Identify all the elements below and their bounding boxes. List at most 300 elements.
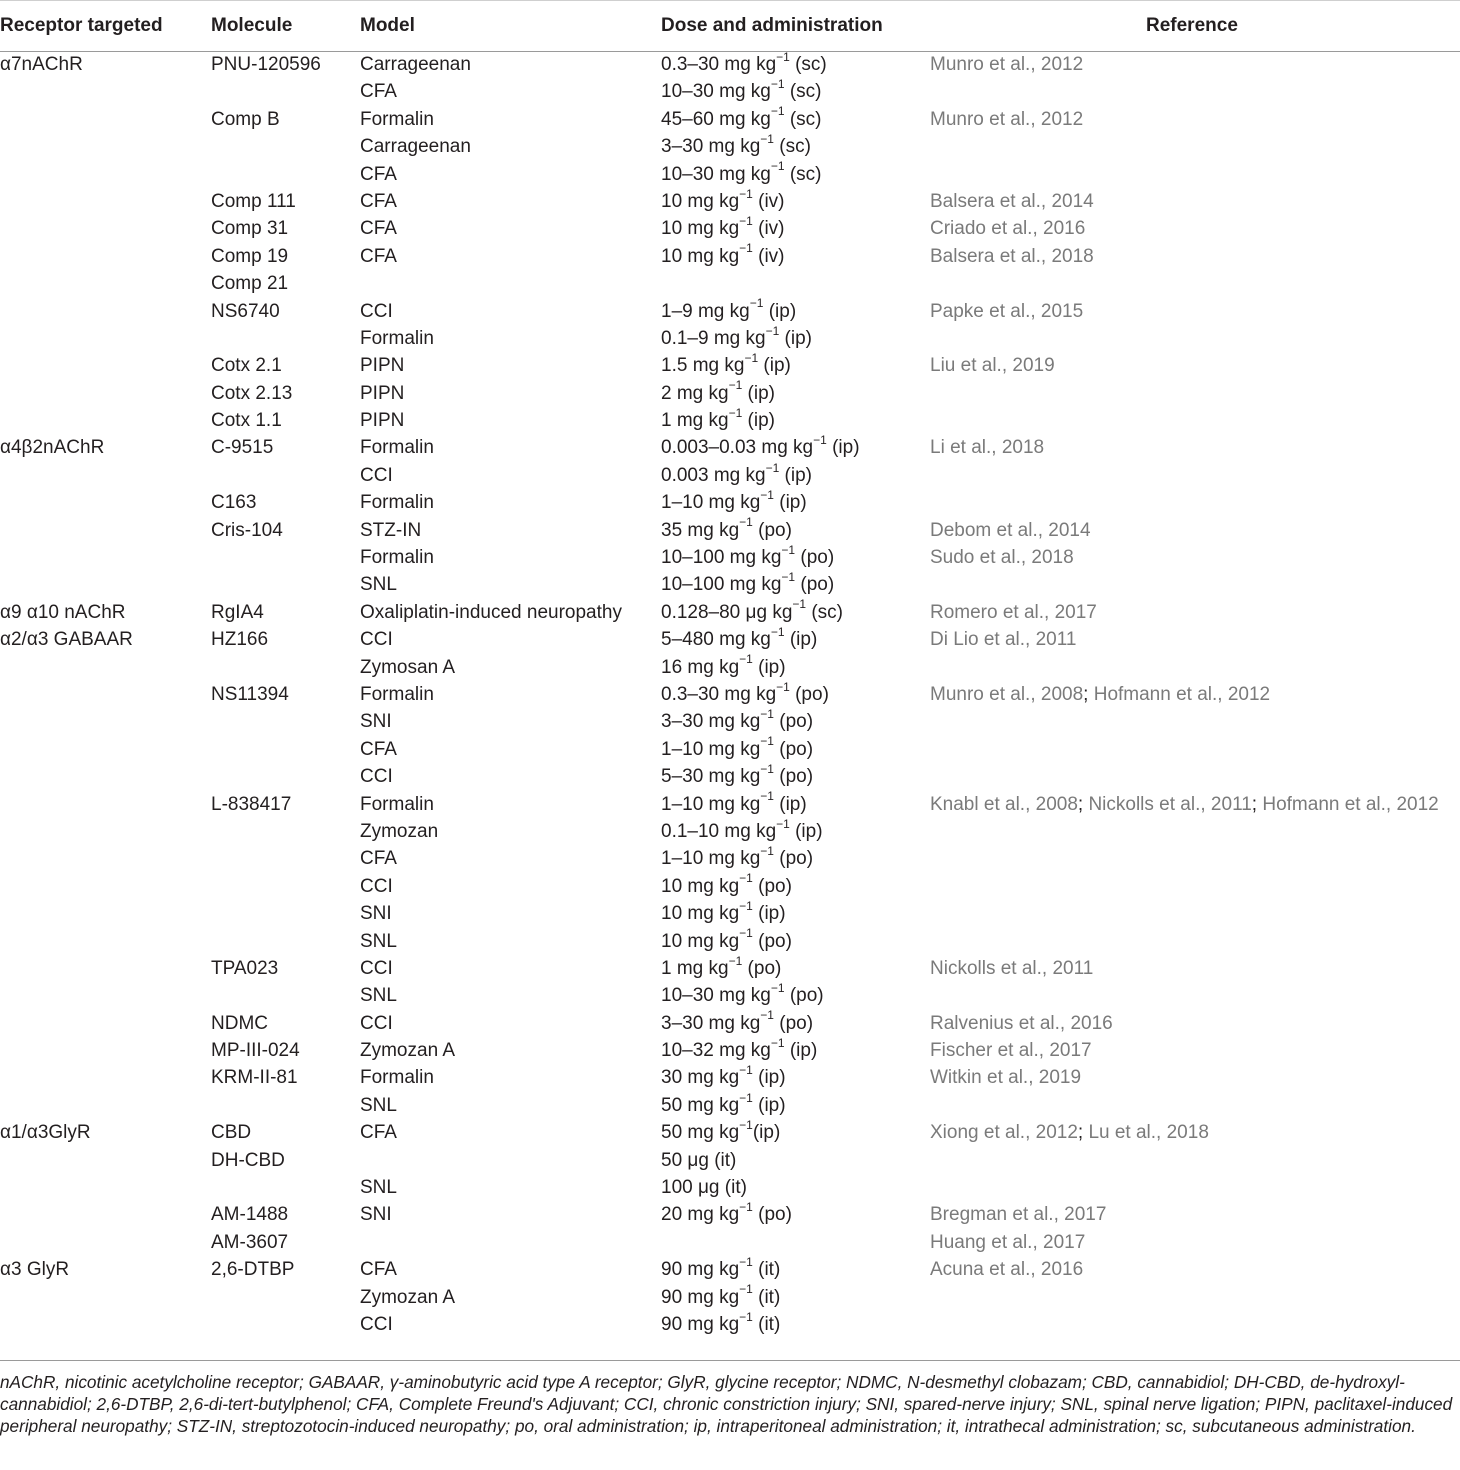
dose-exponent: −1 bbox=[760, 734, 774, 749]
table-row bbox=[0, 953, 1460, 983]
reference-link[interactable]: Munro et al., 2012 bbox=[930, 108, 1084, 130]
model-cell: CFA bbox=[360, 1259, 397, 1281]
dose-cell bbox=[661, 214, 785, 241]
model-cell: Formalin bbox=[360, 547, 434, 569]
model-cell: Formalin bbox=[360, 492, 434, 514]
reference-link[interactable]: Criado et al., 2016 bbox=[930, 218, 1086, 240]
reference-link[interactable]: Balsera et al., 2014 bbox=[930, 190, 1094, 212]
dose-value: 5–30 mg kg bbox=[661, 766, 761, 788]
reference-link[interactable]: Lu et al., 2018 bbox=[1088, 1122, 1209, 1144]
dose-value: 0.1–9 mg kg bbox=[661, 327, 766, 349]
dose-exponent: −1 bbox=[728, 953, 743, 968]
reference-link[interactable]: Fischer et al., 2017 bbox=[930, 1040, 1092, 1062]
model-cell: CCI bbox=[360, 300, 393, 322]
table-row bbox=[0, 1309, 1460, 1339]
dose-cell bbox=[661, 77, 822, 104]
molecule-cell: Comp B bbox=[211, 108, 280, 130]
dose-route: (po) bbox=[795, 547, 835, 569]
table-row bbox=[0, 515, 1460, 545]
dose-value: 10–100 mg kg bbox=[661, 574, 782, 596]
dose-route: (ip) bbox=[752, 1094, 786, 1116]
model-cell: CCI bbox=[360, 1012, 393, 1034]
dose-route: (it) bbox=[752, 1313, 781, 1335]
table-row bbox=[0, 271, 1460, 298]
model-cell: PIPN bbox=[360, 410, 405, 432]
table-row bbox=[0, 49, 1460, 79]
dose-value: 3–30 mg kg bbox=[661, 136, 761, 158]
dose-exponent: −1 bbox=[776, 679, 790, 694]
table-row bbox=[0, 679, 1460, 709]
dose-route: (ip) bbox=[752, 1067, 786, 1089]
dose-exponent: −1 bbox=[739, 1200, 753, 1215]
dose-cell bbox=[661, 1282, 781, 1310]
dose-exponent: −1 bbox=[792, 597, 807, 612]
dose-exponent: −1 bbox=[749, 296, 764, 311]
dose-exponent: −1 bbox=[739, 898, 753, 913]
reference-cell bbox=[930, 793, 1439, 817]
receptor-cell: α4β2nAChR bbox=[0, 437, 105, 459]
table-row bbox=[0, 1202, 1460, 1229]
reference-link[interactable]: Munro et al., 2008 bbox=[930, 683, 1084, 705]
table-row bbox=[0, 1035, 1460, 1065]
dose-route: (ip) bbox=[826, 437, 860, 459]
dose-cell bbox=[661, 624, 818, 652]
table-row bbox=[0, 460, 1460, 490]
model-cell: SNL bbox=[360, 1177, 397, 1199]
dose-cell bbox=[661, 323, 812, 351]
model-cell: Formalin bbox=[360, 683, 434, 705]
dose-value: 10–30 mg kg bbox=[661, 81, 771, 103]
dose-value: 10–30 mg kg bbox=[661, 163, 771, 185]
table-body bbox=[0, 49, 1460, 1339]
molecule-cell: AM-3607 bbox=[211, 1231, 289, 1253]
model-cell: Formalin bbox=[360, 793, 434, 815]
dose-route: (ip) bbox=[773, 793, 807, 815]
reference-cell bbox=[930, 436, 1044, 460]
dose-cell bbox=[661, 405, 776, 433]
dose-exponent: −1 bbox=[760, 789, 774, 804]
dose-value: 10–30 mg kg bbox=[661, 985, 771, 1007]
reference-cell bbox=[930, 190, 1094, 214]
dose-value: 2 mg kg bbox=[661, 382, 729, 404]
molecule-cell: HZ166 bbox=[211, 629, 269, 651]
dose-value: 10–32 mg kg bbox=[661, 1040, 771, 1062]
dose-value: 90 mg kg bbox=[661, 1259, 740, 1281]
dose-route: (po) bbox=[773, 766, 814, 788]
table-row bbox=[0, 542, 1460, 572]
dose-cell bbox=[661, 542, 835, 570]
reference-separator: ; bbox=[1251, 793, 1263, 815]
dose-exponent: −1 bbox=[739, 1090, 753, 1105]
table-row bbox=[0, 926, 1460, 956]
dose-exponent: −1 bbox=[739, 1282, 753, 1297]
table-row bbox=[0, 624, 1460, 654]
reference-cell bbox=[930, 108, 1083, 132]
dose-value: 20 mg kg bbox=[661, 1204, 740, 1226]
dose-exponent: −1 bbox=[760, 1008, 774, 1023]
dose-route: (ip) bbox=[763, 300, 797, 322]
model-cell: CCI bbox=[360, 957, 393, 979]
dose-cell bbox=[661, 816, 823, 844]
dose-cell bbox=[661, 570, 835, 597]
model-cell: SNL bbox=[360, 1094, 397, 1116]
table-row bbox=[0, 435, 1460, 462]
model-cell: CFA bbox=[360, 163, 397, 185]
dose-exponent: −1 bbox=[739, 1063, 753, 1078]
dose-cell bbox=[661, 1063, 786, 1090]
dose-exponent: −1 bbox=[760, 131, 774, 146]
molecule-cell: Comp 111 bbox=[211, 190, 296, 212]
dose-route: (sc) bbox=[789, 54, 827, 75]
reference-cell bbox=[930, 519, 1091, 543]
dose-value: 90 mg kg bbox=[661, 1313, 740, 1335]
dose-cell bbox=[661, 378, 776, 406]
dose-cell bbox=[661, 761, 814, 789]
dose-value: 0.003 mg kg bbox=[661, 464, 766, 486]
reference-link[interactable]: Xiong et al., 2012 bbox=[930, 1122, 1078, 1144]
table-row bbox=[0, 1230, 1460, 1257]
dose-route: (po) bbox=[773, 711, 814, 733]
model-cell: Formalin bbox=[360, 437, 434, 459]
dose-exponent: −1 bbox=[776, 49, 790, 64]
dose-value: 10 mg kg bbox=[661, 218, 740, 240]
reference-link[interactable]: Ralvenius et al., 2016 bbox=[930, 1012, 1113, 1034]
reference-link[interactable]: Witkin et al., 2019 bbox=[930, 1067, 1082, 1089]
dose-cell bbox=[661, 1176, 747, 1200]
reference-link[interactable]: Debom et al., 2014 bbox=[930, 519, 1091, 541]
reference-cell bbox=[930, 683, 1270, 707]
dose-exponent: −1 bbox=[765, 460, 780, 475]
table-row bbox=[0, 1008, 1460, 1038]
model-cell: SNL bbox=[360, 985, 397, 1007]
model-cell: SNL bbox=[360, 930, 397, 952]
dose-cell bbox=[661, 49, 827, 77]
dose-cell bbox=[661, 104, 822, 132]
reference-link[interactable]: Huang et al., 2017 bbox=[930, 1231, 1086, 1253]
dose-exponent: −1 bbox=[770, 104, 785, 119]
dose-exponent: −1 bbox=[770, 1035, 785, 1050]
reference-cell bbox=[930, 601, 1097, 625]
model-cell: Oxaliplatin-induced neuropathy bbox=[360, 601, 622, 623]
dose-value: 1–10 mg kg bbox=[661, 793, 761, 815]
model-cell: CFA bbox=[360, 218, 397, 240]
molecule-cell: NS11394 bbox=[211, 683, 289, 705]
dose-value: 100 μg (it) bbox=[661, 1177, 747, 1199]
model-cell: CCI bbox=[360, 766, 393, 788]
dose-cell bbox=[661, 1035, 818, 1063]
molecule-cell: C163 bbox=[211, 492, 257, 514]
molecule-cell: TPA023 bbox=[211, 957, 279, 979]
model-cell: CFA bbox=[360, 190, 397, 212]
dose-value: 30 mg kg bbox=[661, 1067, 740, 1089]
dose-cell bbox=[661, 1309, 781, 1337]
reference-separator: ; bbox=[1077, 793, 1089, 815]
molecule-cell: NDMC bbox=[211, 1012, 268, 1034]
dose-route: (ip) bbox=[779, 464, 812, 486]
dose-value: 16 mg kg bbox=[661, 656, 740, 678]
dose-cell bbox=[661, 159, 822, 187]
dose-route: (ip) bbox=[742, 410, 776, 432]
model-cell: Zymozan A bbox=[360, 1286, 456, 1308]
dose-value: 0.3–30 mg kg bbox=[661, 683, 777, 705]
dose-cell bbox=[661, 433, 860, 460]
dose-value: 10 mg kg bbox=[661, 245, 740, 267]
molecule-cell: DH-CBD bbox=[211, 1149, 285, 1171]
table-row bbox=[0, 761, 1460, 791]
model-cell: PIPN bbox=[360, 382, 405, 404]
receptor-cell: α9 α10 nAChR bbox=[0, 601, 126, 623]
dose-value: 10 mg kg bbox=[661, 875, 740, 897]
molecule-cell: MP-III-024 bbox=[211, 1040, 300, 1062]
dose-route: (sc) bbox=[784, 108, 822, 130]
model-cell: STZ-IN bbox=[360, 519, 422, 541]
dose-cell bbox=[661, 679, 829, 707]
dose-exponent: −1 bbox=[770, 624, 785, 639]
dose-cell bbox=[661, 980, 824, 1008]
reference-cell bbox=[930, 217, 1085, 241]
molecule-cell: L-838417 bbox=[211, 793, 292, 815]
reference-cell bbox=[930, 1012, 1113, 1036]
dose-route: (po) bbox=[752, 930, 792, 952]
dose-cell bbox=[661, 1254, 781, 1282]
table-row bbox=[0, 350, 1460, 380]
model-cell: Carrageenan bbox=[360, 136, 471, 158]
table-row bbox=[0, 405, 1460, 435]
molecule-cell: NS6740 bbox=[211, 300, 280, 322]
dose-value: 0.003–0.03 mg kg bbox=[661, 437, 814, 459]
dose-route: (po) bbox=[773, 1012, 814, 1034]
header-molecule: Molecule bbox=[211, 15, 293, 36]
model-cell: CCI bbox=[360, 629, 393, 651]
molecule-cell: Cotx 2.1 bbox=[211, 355, 282, 377]
dose-value: 5–480 mg kg bbox=[661, 629, 771, 651]
table-row bbox=[0, 1175, 1460, 1202]
table-row bbox=[0, 104, 1460, 134]
dose-value: 1–10 mg kg bbox=[661, 738, 761, 760]
reference-link[interactable]: Sudo et al., 2018 bbox=[930, 547, 1074, 569]
dose-route: (iv) bbox=[752, 245, 785, 267]
dose-route: (po) bbox=[784, 985, 824, 1007]
receptor-cell: α7nAChR bbox=[0, 54, 83, 75]
molecule-cell: Comp 19 bbox=[211, 245, 289, 267]
model-cell: CCI bbox=[360, 464, 393, 486]
dose-route: (po) bbox=[795, 574, 835, 596]
reference-link[interactable]: Romero et al., 2017 bbox=[930, 601, 1097, 623]
reference-link[interactable]: Nickolls et al., 2011 bbox=[930, 957, 1094, 979]
molecule-cell: Cotx 2.13 bbox=[211, 382, 293, 404]
reference-cell bbox=[930, 1066, 1081, 1090]
footnote-divider bbox=[0, 1360, 1460, 1361]
table-row bbox=[0, 789, 1460, 819]
dose-value: 0.128–80 μg kg bbox=[661, 601, 793, 623]
dose-cell bbox=[661, 707, 814, 734]
reference-link[interactable]: Liu et al., 2019 bbox=[930, 355, 1055, 377]
dose-exponent: −1 bbox=[739, 515, 753, 530]
dose-cell bbox=[661, 460, 812, 488]
dose-value: 50 mg kg bbox=[661, 1094, 740, 1116]
molecule-cell: AM-1488 bbox=[211, 1204, 289, 1226]
reference-link[interactable]: Hofmann et al., 2012 bbox=[1262, 793, 1439, 815]
header-model: Model bbox=[360, 15, 415, 36]
reference-link[interactable]: Papke et al., 2015 bbox=[930, 300, 1084, 322]
molecule-cell: CBD bbox=[211, 1122, 252, 1144]
table-row bbox=[0, 79, 1460, 106]
table-row bbox=[0, 734, 1460, 764]
molecule-cell: Cotx 1.1 bbox=[211, 410, 282, 432]
dose-exponent: −1 bbox=[739, 1254, 753, 1269]
dose-value: 35 mg kg bbox=[661, 519, 740, 541]
dose-exponent: −1 bbox=[739, 186, 753, 201]
table-row bbox=[0, 1282, 1460, 1312]
header-receptor: Receptor targeted bbox=[0, 15, 163, 36]
dose-cell bbox=[661, 652, 786, 680]
dose-value: 10 mg kg bbox=[661, 903, 740, 925]
dose-cell bbox=[661, 953, 782, 981]
dose-route: (sc) bbox=[784, 163, 822, 185]
model-cell: PIPN bbox=[360, 355, 405, 377]
dose-cell bbox=[661, 789, 807, 817]
model-cell: CCI bbox=[360, 1313, 393, 1335]
reference-link[interactable]: Balsera et al., 2018 bbox=[930, 245, 1094, 267]
table-row bbox=[0, 487, 1460, 517]
molecule-cell: RgIA4 bbox=[211, 601, 264, 623]
table-row bbox=[0, 131, 1460, 161]
molecule-cell: Comp 31 bbox=[211, 218, 289, 240]
table-row bbox=[0, 871, 1460, 901]
dose-value: 10–100 mg kg bbox=[661, 547, 782, 569]
dose-exponent: −1 bbox=[760, 487, 774, 502]
table-footnote: nAChR, nicotinic acetylcholine receptor; GABAAR, γ-aminobutyric acid type A receptor; GlyR, glycine receptor; NDMC, N-desmethyl clobazam; CBD, cannabidiol; DH-CBD, de-hydroxyl-cannabidiol; 2,6-DTBP, 2,6-di-tert-butylphenol; CFA, Complete Freund's Adjuvant; CCI, chronic constriction injury; SNI, spared-nerve injury; SNL, spinal nerve ligation; PIPN, paclitaxel-induced peripheral neuropathy; STZ-IN, streptozotocin-induced neuropathy; po, oral administration; ip, intraperitoneal administration; it, intrathecal administration; sc, subcutaneous administration. bbox=[0, 1372, 1453, 1437]
dose-exponent: −1 bbox=[760, 844, 774, 858]
model-cell: CFA bbox=[360, 738, 397, 760]
model-cell: CCI bbox=[360, 875, 393, 897]
model-cell: Zymozan A bbox=[360, 1040, 456, 1062]
dose-route: (ip) bbox=[789, 820, 823, 842]
dose-exponent: −1 bbox=[739, 871, 753, 886]
dose-route: (ip) bbox=[758, 355, 791, 377]
table-row bbox=[0, 572, 1460, 599]
dose-value: 90 mg kg bbox=[661, 1286, 740, 1308]
dose-exponent: −1 bbox=[765, 323, 780, 338]
model-cell: CFA bbox=[360, 848, 397, 870]
reference-cell bbox=[930, 1203, 1106, 1227]
reference-link[interactable]: Munro et al., 2012 bbox=[930, 54, 1084, 75]
model-cell: Carrageenan bbox=[360, 54, 471, 75]
dose-value: 50 μg (it) bbox=[661, 1149, 737, 1171]
dose-value: 10 mg kg bbox=[661, 190, 740, 212]
dose-route: (sc) bbox=[773, 136, 811, 158]
table-row bbox=[0, 597, 1460, 627]
dose-cell bbox=[661, 1090, 786, 1118]
dose-exponent: −1 bbox=[739, 214, 753, 229]
dose-cell bbox=[661, 487, 807, 515]
model-cell: Formalin bbox=[360, 1067, 434, 1089]
reference-cell bbox=[930, 245, 1094, 269]
reference-cell bbox=[930, 1121, 1209, 1145]
dose-value: 3–30 mg kg bbox=[661, 1012, 761, 1034]
dose-cell bbox=[661, 1149, 736, 1173]
model-cell: CFA bbox=[360, 245, 397, 267]
table-row bbox=[0, 1090, 1460, 1120]
reference-separator: ; bbox=[1077, 1122, 1089, 1144]
receptor-cell: α2/α3 GABAAR bbox=[0, 629, 133, 651]
model-cell: Formalin bbox=[360, 108, 434, 130]
table-row bbox=[0, 898, 1460, 928]
model-cell: CFA bbox=[360, 1122, 397, 1144]
dose-route: (po) bbox=[752, 519, 792, 541]
dose-exponent: −1 bbox=[728, 378, 743, 393]
dose-exponent: −1 bbox=[728, 405, 743, 420]
dose-route: (po) bbox=[773, 848, 814, 870]
dose-value: 1 mg kg bbox=[661, 410, 729, 432]
reference-cell bbox=[930, 546, 1074, 570]
receptor-cell: α3 GlyR bbox=[0, 1259, 70, 1281]
dose-exponent: −1 bbox=[739, 1309, 753, 1324]
table-row bbox=[0, 323, 1460, 353]
model-cell: SNI bbox=[360, 903, 392, 925]
dose-value: 1–10 mg kg bbox=[661, 492, 761, 514]
dose-cell bbox=[661, 926, 792, 954]
dose-value: 0.3–30 mg kg bbox=[661, 54, 777, 75]
reference-link[interactable]: Knabl et al., 2008 bbox=[930, 793, 1078, 815]
dose-cell bbox=[661, 1200, 792, 1227]
dose-exponent: −1 bbox=[739, 1117, 753, 1132]
dose-route: (ip) bbox=[784, 1040, 818, 1062]
reference-link[interactable]: Nickolls et al., 2011 bbox=[1088, 793, 1252, 815]
table-row bbox=[0, 296, 1460, 326]
reference-cell bbox=[930, 300, 1083, 324]
dose-value: 3–30 mg kg bbox=[661, 711, 761, 733]
model-cell: Formalin bbox=[360, 327, 434, 349]
dose-value: 1.5 mg kg bbox=[661, 355, 745, 377]
molecule-cell: 2,6-DTBP bbox=[211, 1259, 295, 1281]
dose-exponent: −1 bbox=[760, 707, 774, 722]
table-row bbox=[0, 816, 1460, 846]
reference-separator: ; bbox=[1083, 683, 1094, 705]
model-cell: CFA bbox=[360, 81, 397, 103]
reference-cell bbox=[930, 628, 1076, 652]
dose-route: (ip) bbox=[752, 656, 786, 678]
table-row bbox=[0, 709, 1460, 736]
table-row bbox=[0, 980, 1460, 1010]
model-cell: SNI bbox=[360, 1204, 392, 1226]
dose-route: (ip) bbox=[742, 382, 776, 404]
header-reference: Reference bbox=[1146, 15, 1238, 36]
table-row bbox=[0, 216, 1460, 243]
dose-cell bbox=[661, 734, 814, 762]
dose-exponent: −1 bbox=[770, 980, 785, 995]
model-cell: Zymozan bbox=[360, 820, 439, 842]
reference-link[interactable]: Acuna et al., 2016 bbox=[930, 1259, 1084, 1281]
reference-link[interactable]: Hofmann et al., 2012 bbox=[1093, 683, 1271, 705]
dose-exponent: −1 bbox=[781, 542, 796, 557]
table-row bbox=[0, 846, 1460, 873]
molecule-cell: Cris-104 bbox=[211, 519, 283, 541]
reference-link[interactable]: Bregman et al., 2017 bbox=[930, 1204, 1107, 1226]
dose-route: (ip) bbox=[779, 327, 812, 349]
dose-cell bbox=[661, 296, 797, 324]
dose-route: (iv) bbox=[752, 190, 785, 212]
dose-exponent: −1 bbox=[813, 433, 827, 448]
model-cell: Zymosan A bbox=[360, 656, 456, 678]
model-cell: SNI bbox=[360, 711, 392, 733]
reference-link[interactable]: Di Lio et al., 2011 bbox=[930, 629, 1077, 651]
dose-exponent: −1 bbox=[744, 350, 759, 365]
dose-cell bbox=[661, 186, 785, 214]
header-dose: Dose and administration bbox=[661, 15, 883, 36]
reference-link[interactable]: Li et al., 2018 bbox=[930, 437, 1045, 459]
reference-cell bbox=[930, 957, 1093, 981]
